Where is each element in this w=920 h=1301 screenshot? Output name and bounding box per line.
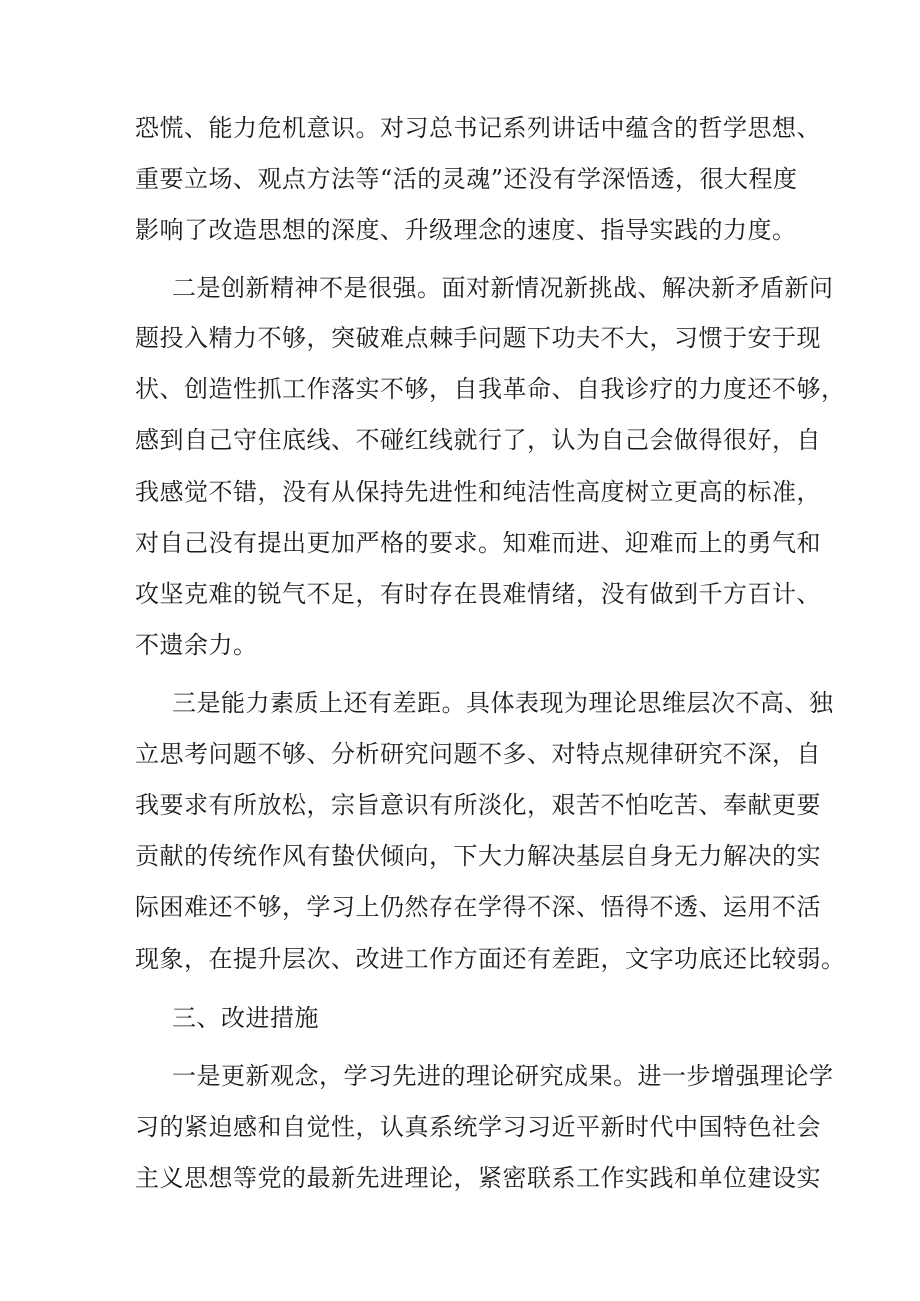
text-line: 主义思想等党的最新先进理论，紧密联系工作实践和单位建设实: [135, 1164, 821, 1192]
text-line: 重要立场、观点方法等“活的灵魂”还没有学深悟透，很大程度: [135, 165, 798, 193]
text-line: 现象，在提升层次、改进工作方面还有差距，文字功底还比较弱。: [135, 945, 846, 973]
text-line: 立思考问题不够、分析研究问题不多、对特点规律研究不深，自: [135, 740, 821, 768]
text-line: 影响了改造思想的深度、升级理念的速度、指导实践的力度。: [135, 216, 797, 244]
text-line: 际困难还不够，学习上仍然存在学得不深、悟得不透、运用不活: [135, 893, 821, 921]
text-line: 习的紧迫感和自觉性，认真系统学习习近平新时代中国特色社会: [135, 1113, 821, 1141]
paragraph-start-line: 二是创新精神不是很强。面对新情况新挑战、解决新矛盾新问: [172, 274, 834, 302]
text-line: 对自己没有提出更加严格的要求。知难而进、迎难而上的勇气和: [135, 529, 821, 557]
paragraph-start-line: 一是更新观念，学习先进的理论研究成果。进一步增强理论学: [172, 1062, 834, 1090]
section-heading: 三、改进措施: [172, 1004, 319, 1032]
text-line: 贡献的传统作风有蛰伏倾向，下大力解决基层自身无力解决的实: [135, 842, 821, 870]
paragraph-start-line: 三是能力素质上还有差距。具体表现为理论思维层次不高、独: [172, 689, 834, 717]
text-line: 攻坚克难的锐气不足，有时存在畏难情绪，没有做到千方百计、: [135, 580, 821, 608]
text-line: 状、创造性抓工作落实不够，自我革命、自我诊疗的力度还不够，: [135, 375, 846, 403]
text-line: 不遗余力。: [135, 631, 258, 659]
text-line: 感到自己守住底线、不碰红线就行了，认为自己会做得很好，自: [135, 426, 821, 454]
text-line: 恐慌、能力危机意识。对习总书记系列讲话中蕴含的哲学思想、: [135, 114, 821, 142]
text-line: 我感觉不错，没有从保持先进性和纯洁性高度树立更高的标准，: [135, 478, 821, 506]
text-line: 我要求有所放松，宗旨意识有所淡化，艰苦不怕吃苦、奉献更要: [135, 791, 821, 819]
text-line: 题投入精力不够，突破难点棘手问题下功夫不大，习惯于安于现: [135, 324, 821, 352]
